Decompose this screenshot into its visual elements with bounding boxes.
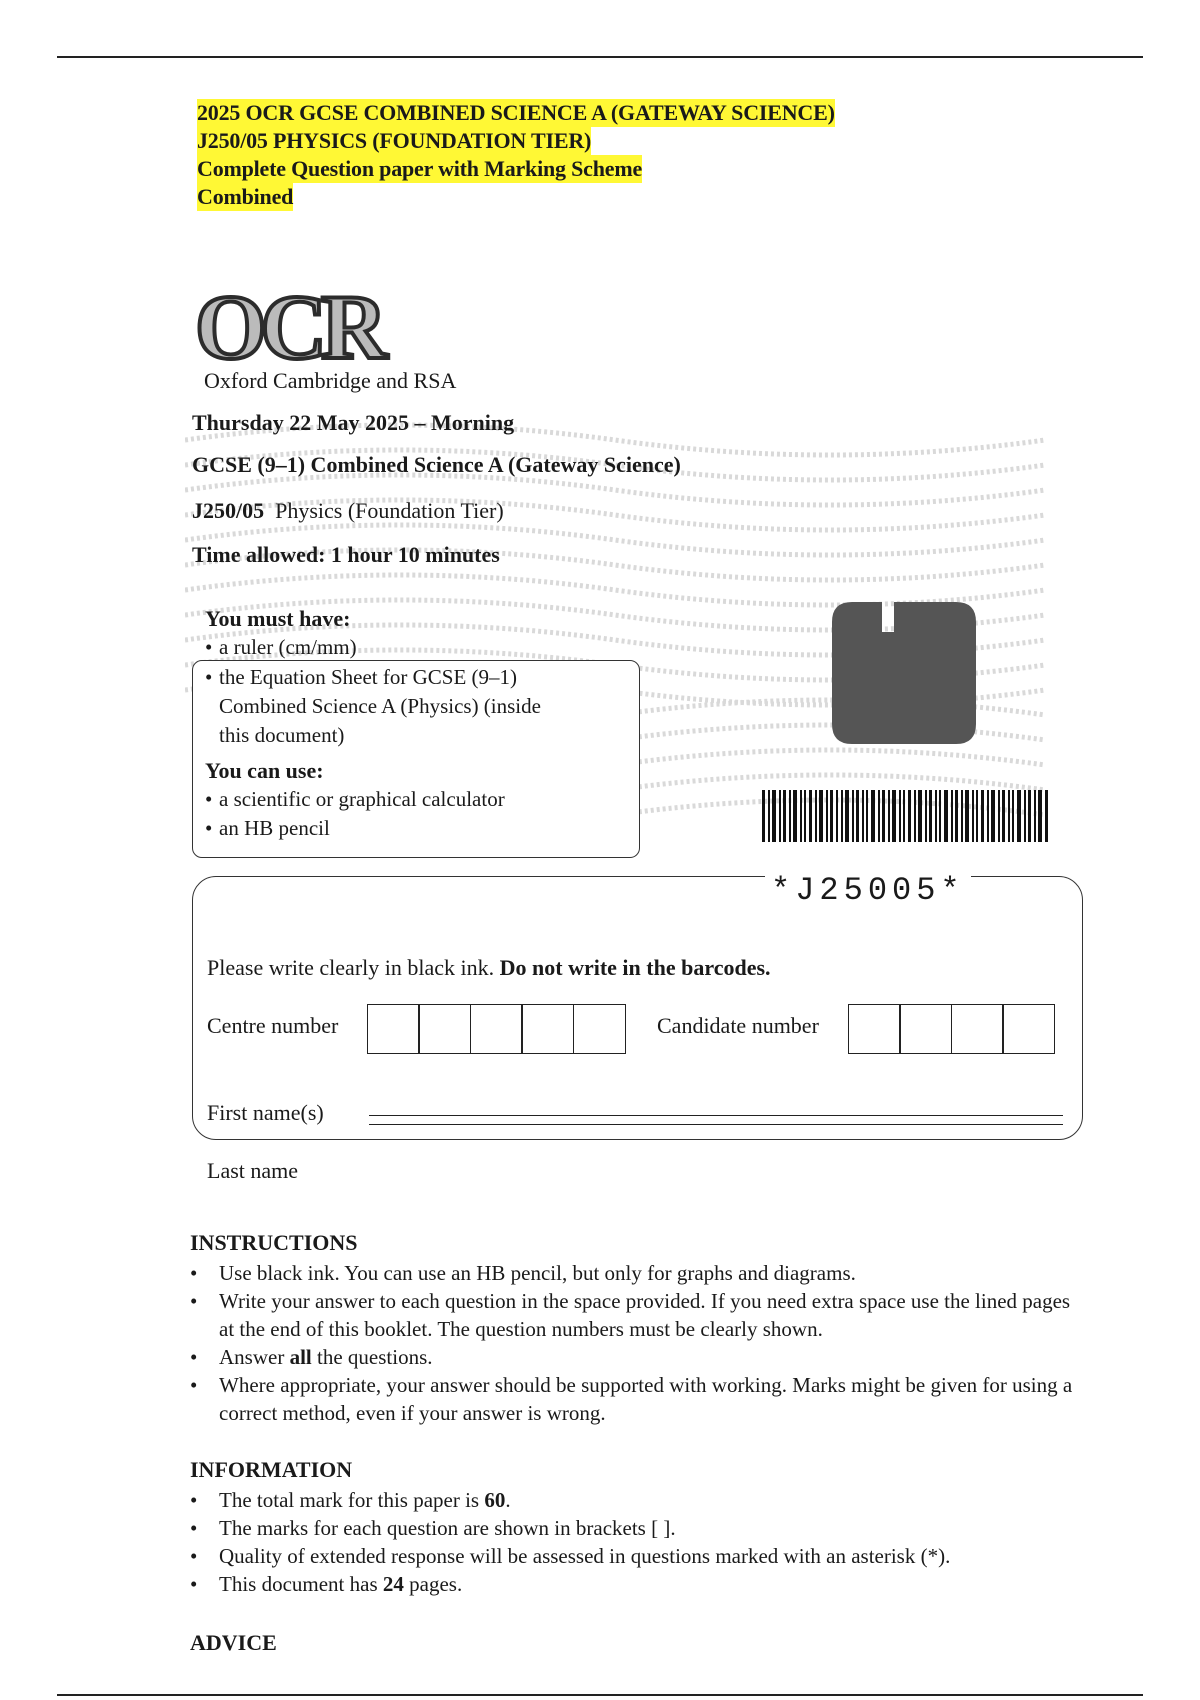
- candidate-number-digit-box[interactable]: [848, 1004, 901, 1054]
- must-have-item: • the Equation Sheet for GCSE (9–1) Combined Science A (Physics) (inside this document): [205, 665, 541, 747]
- candidate-number-digit-box[interactable]: [899, 1004, 952, 1054]
- highlight-line-2: J250/05 PHYSICS (FOUNDATION TIER): [197, 128, 592, 153]
- highlight-line-3: Complete Question paper with Marking Scheme: [197, 156, 643, 181]
- barcode: [762, 790, 1050, 842]
- candidate-number-label: Candidate number: [657, 1013, 819, 1038]
- can-use-title: You can use:: [205, 758, 324, 783]
- ghost-tab-icon: [832, 602, 976, 744]
- bottom-rule: [57, 1694, 1143, 1696]
- highlighted-title-block: [197, 99, 835, 211]
- information-list: [190, 1486, 1090, 1598]
- write-clearly-instruction: Please write clearly in black ink. Do not write in the barcodes.: [207, 955, 771, 980]
- first-name-label: First name(s): [207, 1100, 324, 1125]
- advice-title: ADVICE: [190, 1630, 277, 1655]
- list-item: • Where appropriate, your answer should be supported with working. Marks might be given for using a correct method, even if your answer is wrong.: [190, 1373, 1073, 1425]
- centre-number-boxes[interactable]: [368, 1004, 626, 1054]
- exam-time-allowed: Time allowed: 1 hour 10 minutes: [192, 542, 500, 567]
- must-have-item: • a ruler (cm/mm): [205, 635, 357, 659]
- first-name-line-2[interactable]: [369, 1124, 1063, 1125]
- centre-number-digit-box[interactable]: [367, 1004, 420, 1054]
- candidate-number-boxes[interactable]: [849, 1004, 1055, 1054]
- top-rule: [57, 56, 1143, 58]
- candidate-number-digit-box[interactable]: [951, 1004, 1004, 1054]
- can-use-item: • an HB pencil: [205, 816, 330, 840]
- exam-paper-title: Physics (Foundation Tier): [275, 498, 504, 523]
- centre-number-digit-box[interactable]: [470, 1004, 523, 1054]
- exam-paper-line: [192, 498, 504, 524]
- candidate-number-digit-box[interactable]: [1002, 1004, 1055, 1054]
- instructions-list: [190, 1259, 1090, 1427]
- list-item: • This document has 24 pages.: [190, 1572, 463, 1596]
- barcode-id-text: *J25005*: [765, 872, 971, 909]
- exam-qualification: GCSE (9–1) Combined Science A (Gateway Science): [192, 452, 681, 477]
- exam-code: J250/05: [192, 498, 265, 523]
- highlight-line-1: 2025 OCR GCSE COMBINED SCIENCE A (GATEWAY SCIENCE): [197, 100, 835, 125]
- exam-date: Thursday 22 May 2025 – Morning: [192, 410, 515, 435]
- centre-number-digit-box[interactable]: [418, 1004, 471, 1054]
- ocr-logo-subtitle: Oxford Cambridge and RSA: [204, 368, 457, 393]
- first-name-line[interactable]: [369, 1115, 1063, 1116]
- instructions-title: INSTRUCTIONS: [190, 1230, 358, 1255]
- information-title: INFORMATION: [190, 1457, 353, 1482]
- last-name-label: Last name: [207, 1158, 299, 1183]
- must-have-section: [205, 605, 357, 661]
- list-item: • Use black ink. You can use an HB pencil, but only for graphs and diagrams.: [190, 1261, 856, 1285]
- can-use-item: • a scientific or graphical calculator: [205, 787, 505, 811]
- list-item: • The marks for each question are shown in brackets [ ].: [190, 1516, 676, 1540]
- list-item: • Answer all the questions.: [190, 1345, 433, 1369]
- ocr-logo-text: OCR: [195, 286, 382, 366]
- centre-number-digit-box[interactable]: [573, 1004, 626, 1054]
- list-item: • The total mark for this paper is 60.: [190, 1488, 511, 1512]
- ocr-logo: [195, 286, 435, 366]
- centre-number-digit-box[interactable]: [521, 1004, 574, 1054]
- list-item: • Quality of extended response will be assessed in questions marked with an asterisk (*).: [190, 1544, 951, 1568]
- centre-number-label: Centre number: [207, 1013, 339, 1038]
- must-have-title: You must have:: [205, 606, 351, 631]
- list-item: • Write your answer to each question in the space provided. If you need extra space use the lined pages at the end of this booklet. The question numbers must be clearly shown.: [190, 1289, 1071, 1341]
- equipment-box: [192, 660, 640, 858]
- highlight-line-4: Combined: [197, 184, 294, 209]
